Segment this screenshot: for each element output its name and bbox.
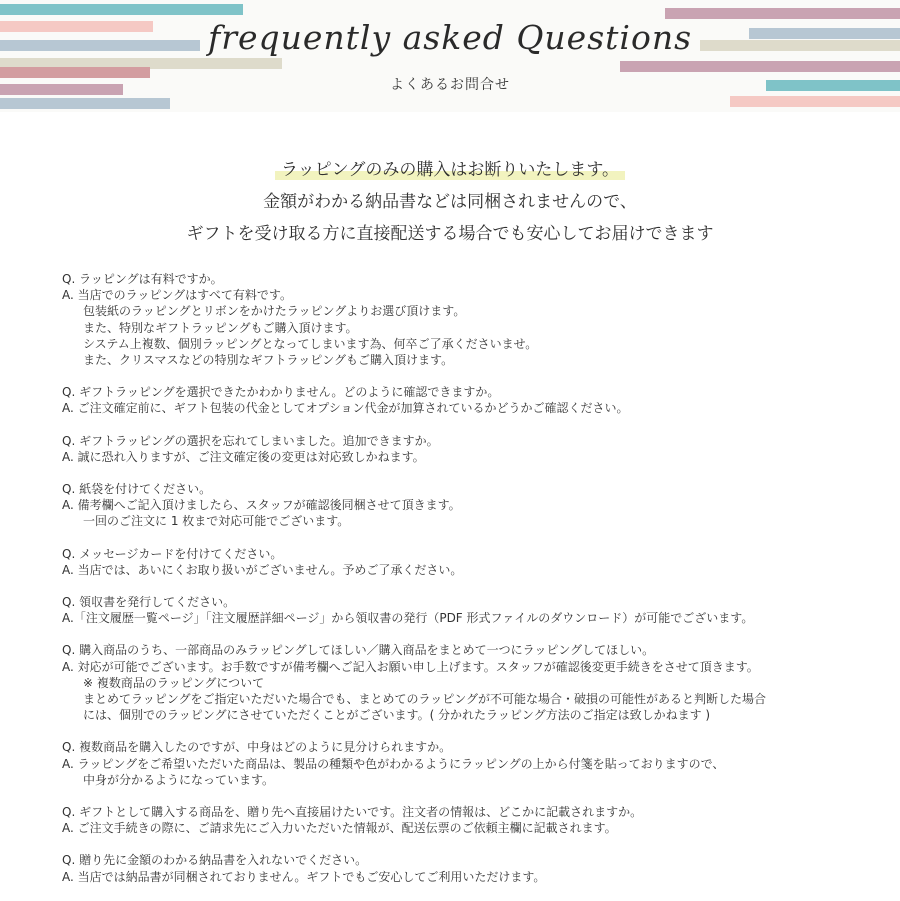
faq-item: [62, 642, 892, 723]
faq-question: Q. 購入商品のうち、一部商品のみラッピングしてほしい／購入商品をまとめて一つにラッピングしてほしい。: [62, 643, 655, 658]
faq-question: Q. メッセージカードを付けてください。: [62, 546, 283, 561]
header-banner: [0, 0, 900, 112]
faq-answer: A. 誠に恐れ入りますが、ご注文確定後の変更は対応致しかねます。: [62, 449, 425, 464]
lead-line-2: 金額がわかる納品書などは同梱されませんので、: [263, 192, 637, 212]
faq-answer-line: まとめてラッピングをご指定いただいた場合でも、まとめてのラッピングが不可能な場合・破損の可能性があると判断した場合: [83, 692, 767, 707]
faq-answer-line: 一回のご注文に 1 枚まで対応可能でございます。: [83, 514, 350, 529]
faq-answer-line: 中身が分かるようになっています。: [83, 772, 275, 787]
lead-highlight: ラッピングのみの購入はお断りいたします。: [275, 160, 625, 180]
faq-question: Q. ギフトとして購入する商品を、贈り先へ直接届けたいです。注文者の情報は、どこかに記載されますか。: [62, 805, 643, 820]
faq-question: Q. ギフトラッピングの選択を忘れてしまいました。追加できますか。: [62, 433, 439, 448]
faq-item: [62, 594, 892, 626]
faq-question: Q. ラッピングは有料ですか。: [62, 272, 223, 286]
faq-item: [62, 852, 892, 884]
faq-item: [62, 271, 892, 368]
page-title-script: frequently asked Questions: [207, 18, 693, 57]
decor-stripe: [0, 4, 243, 15]
faq-answer-line: 包装紙のラッピングとリボンをかけたラッピングよりお選び頂けます。: [83, 304, 466, 319]
faq-question: Q. 複数商品を購入したのですが、中身はどのように見分けられますか。: [62, 740, 452, 755]
page-subtitle: よくあるお問合せ: [390, 77, 510, 93]
faq-answer: A. 当店でのラッピングはすべて有料です。: [62, 288, 292, 303]
faq-item: [62, 804, 892, 836]
faq-item: [62, 384, 892, 416]
faq-answer: A. 備考欄へご記入頂けましたら、スタッフが確認後同梱させて頂きます。: [62, 498, 461, 513]
faq-answer: A. 当店では納品書が同梱されておりません。ギフトでもご安心してご利用いただけます。: [62, 869, 546, 884]
faq-question: Q. 領収書を発行してください。: [62, 595, 236, 610]
faq-item: [62, 546, 892, 578]
faq-list: [62, 271, 892, 901]
faq-answer: A. ご注文確定前に、ギフト包装の代金としてオプション代金が加算されているかどうかご確認ください。: [62, 401, 629, 416]
faq-answer-line: には、個別でのラッピングにさせていただくことがございます。( 分かれたラッピング方法のご指定は致しかねます ): [83, 708, 711, 723]
faq-answer: A.「注文履歴一覧ページ」「注文履歴詳細ページ」から領収書の発行（PDF 形式ファイルのダウンロード）が可能でございます。: [62, 611, 754, 626]
decor-stripe: [0, 98, 170, 109]
faq-answer-line: また、特別なギフトラッピングもご購入頂けます。: [83, 320, 358, 335]
lead-line-3: ギフトを受け取る方に直接配送する場合でも安心してお届けできます: [186, 224, 714, 244]
faq-item: [62, 739, 892, 788]
faq-item: [62, 481, 892, 530]
faq-answer-note: ※ 複数商品のラッピングについて: [83, 675, 265, 690]
faq-answer: A. ラッピングをご希望いただいた商品は、製品の種類や色がわかるようにラッピングの上から付箋を貼っておりますので、: [62, 756, 725, 771]
faq-answer: A. ご注文手続きの際に、ご請求先にご入力いただいた情報が、配送伝票のご依頼主欄に記載されます。: [62, 821, 617, 836]
faq-question: Q. 贈り先に金額のわかる納品書を入れないでください。: [62, 853, 368, 868]
faq-answer: A. 対応が可能でございます。お手数ですが備考欄へご記入お願い申し上げます。スタッフが確認後変更手続きをさせて頂きます。: [62, 659, 759, 674]
decor-stripe: [730, 96, 900, 107]
lead-line-1: [0, 155, 900, 180]
faq-question: Q. 紙袋を付けてください。: [62, 482, 212, 497]
faq-item: [62, 433, 892, 465]
faq-answer: A. 当店では、あいにくお取り扱いがございません。予めご了承ください。: [62, 562, 463, 577]
faq-question: Q. ギフトラッピングを選択できたかわかりません。どのように確認できますか。: [62, 385, 500, 400]
faq-answer-line: また、クリスマスなどの特別なギフトラッピングもご購入頂けます。: [83, 353, 454, 368]
decor-stripe: [620, 61, 900, 72]
faq-answer-line: システム上複数、個別ラッピングとなってしまいます為、何卒ご了承くださいませ。: [83, 336, 538, 351]
